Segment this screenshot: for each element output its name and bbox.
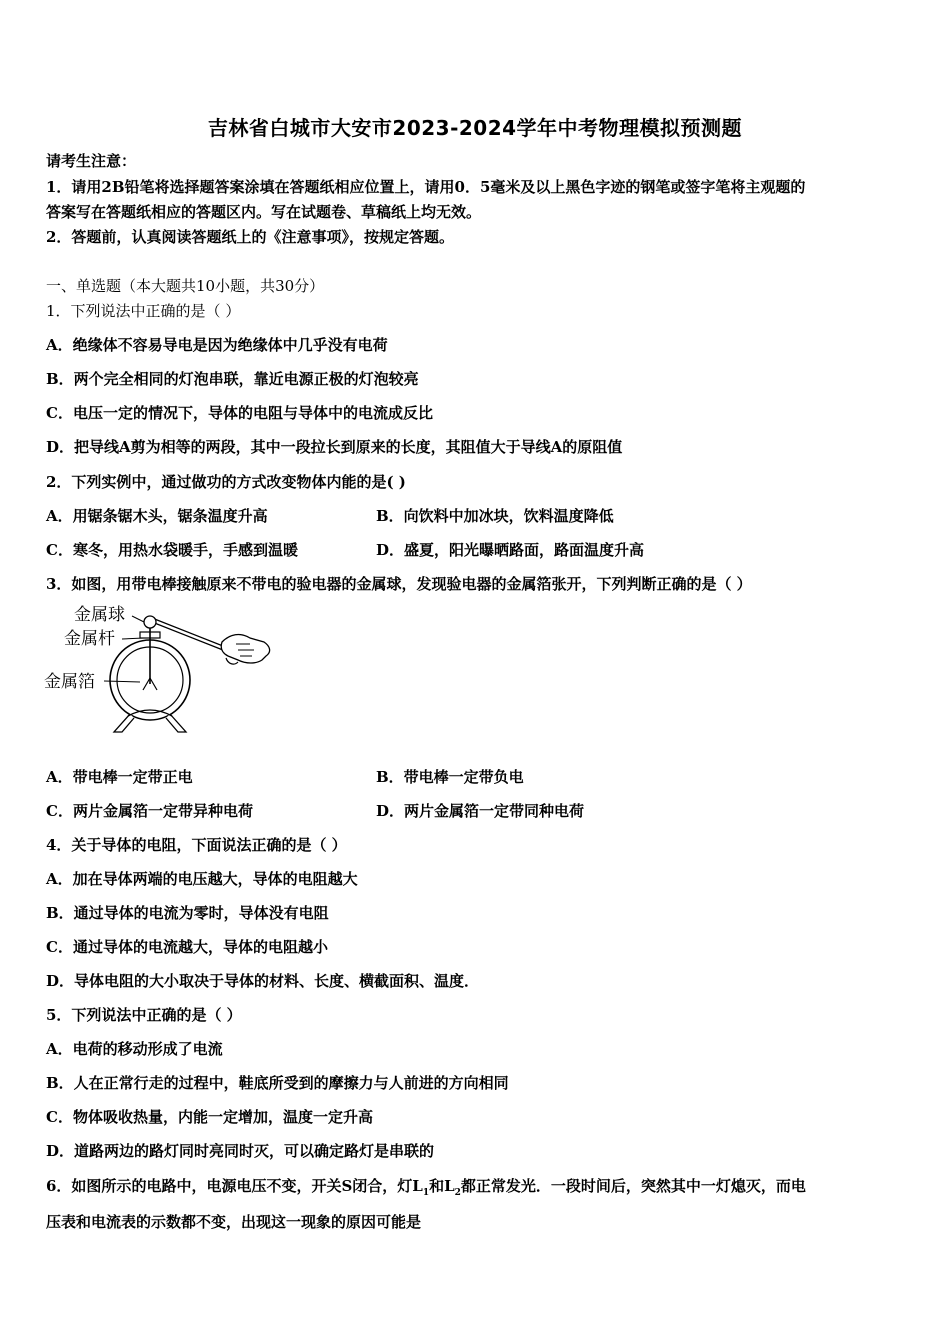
question-6-stem-line-1 — [46, 1176, 806, 1203]
stand-right-leg — [166, 714, 186, 732]
label-metal-ball: 金属球 — [74, 605, 125, 624]
question-3-stem: 3．如图，用带电棒接触原来不带电的验电器的金属球，发现验电器的金属箔张开，下列判断正确的是（ ） — [46, 575, 752, 593]
question-2-option-b: B．向饮料中加冰块，饮料温度降低 — [376, 507, 614, 525]
question-6-subscript-1: 1 — [422, 1188, 430, 1198]
stand-left-leg — [114, 714, 134, 732]
question-1-option-c: C．电压一定的情况下，导体的电阻与导体中的电流成反比 — [46, 404, 433, 422]
question-3-option-c: C．两片金属箔一定带异种电荷 — [46, 802, 253, 820]
question-2-option-c: C．寒冬，用热水袋暖手，手感到温暖 — [46, 541, 298, 559]
question-6-stem-part-1: 6．如图所示的电路中，电源电压不变，开关S闭合，灯L — [46, 1177, 423, 1195]
question-4-option-d: D．导体电阻的大小取决于导体的材料、长度、横截面积、温度． — [46, 972, 480, 990]
question-1-option-b: B．两个完全相同的灯泡串联，靠近电源正极的灯泡较亮 — [46, 370, 419, 388]
metal-ball — [144, 616, 156, 628]
question-6-stem-part-3: 都正常发光．一段时间后，突然其中一灯熄灭，而电 — [460, 1177, 806, 1195]
hand-icon — [221, 635, 269, 663]
label-metal-rod: 金属杆 — [64, 629, 115, 648]
question-4-option-c: C．通过导体的电流越大，导体的电阻越小 — [46, 938, 328, 956]
question-5-stem: 5．下列说法中正确的是（ ） — [46, 1006, 242, 1024]
label-metal-foil: 金属箔 — [44, 672, 95, 691]
electroscope-figure — [40, 598, 280, 738]
question-2-option-a: A．用锯条锯木头，锯条温度升高 — [46, 507, 268, 525]
question-1-option-d: D．把导线A剪为相等的两段，其中一段拉长到原来的长度，其阻值大于导线A的原阻值 — [46, 438, 623, 456]
question-3-option-b: B．带电棒一定带负电 — [376, 768, 524, 786]
question-2-option-d: D．盛夏，阳光曝晒路面，路面温度升高 — [376, 541, 645, 559]
question-5-option-c: C．物体吸收热量，内能一定增加，温度一定升高 — [46, 1108, 373, 1126]
question-1-option-a: A．绝缘体不容易导电是因为绝缘体中几乎没有电荷 — [46, 336, 388, 354]
notice-item-1-line-2: 答案写在答题纸相应的答题区内。写在试题卷、草稿纸上均无效。 — [46, 203, 482, 221]
question-4-option-b: B．通过导体的电流为零时，导体没有电阻 — [46, 904, 329, 922]
question-4-option-a: A．加在导体两端的电压越大，导体的电阻越大 — [46, 870, 358, 888]
leader-line-ball — [132, 616, 144, 622]
question-6-stem-line-2: 压表和电流表的示数都不变，出现这一现象的原因可能是 — [46, 1213, 422, 1231]
notice-item-2: 2．答题前，认真阅读答题纸上的《注意事项》，按规定答题。 — [46, 228, 454, 246]
section-heading: 一、单选题（本大题共10小题，共30分） — [46, 277, 325, 295]
question-5-option-b: B．人在正常行走的过程中，鞋底所受到的摩擦力与人前进的方向相同 — [46, 1074, 509, 1092]
question-1-stem: 1．下列说法中正确的是（ ） — [46, 302, 241, 320]
question-3-option-a: A．带电棒一定带正电 — [46, 768, 193, 786]
question-2-stem: 2．下列实例中，通过做功的方式改变物体内能的是( ) — [46, 473, 406, 491]
question-4-stem: 4．关于导体的电阻，下面说法正确的是（ ） — [46, 836, 347, 854]
question-6-stem-part-2: 和L — [429, 1177, 455, 1195]
page-title: 吉林省白城市大安市2023-2024学年中考物理模拟预测题 — [207, 116, 743, 140]
question-5-option-d: D．道路两边的路灯同时亮同时灭，可以确定路灯是串联的 — [46, 1142, 435, 1160]
question-3-option-d: D．两片金属箔一定带同种电荷 — [376, 802, 585, 820]
notice-heading: 请考生注意： — [46, 152, 137, 170]
question-5-option-a: A．电荷的移动形成了电流 — [46, 1040, 223, 1058]
question-6-subscript-2: 2 — [454, 1188, 461, 1198]
notice-item-1-line-1: 1．请用2B铅笔将选择题答案涂填在答题纸相应位置上，请用0．5毫米及以上黑色字迹的钢笔或签字笔将主观题的 — [46, 178, 806, 196]
